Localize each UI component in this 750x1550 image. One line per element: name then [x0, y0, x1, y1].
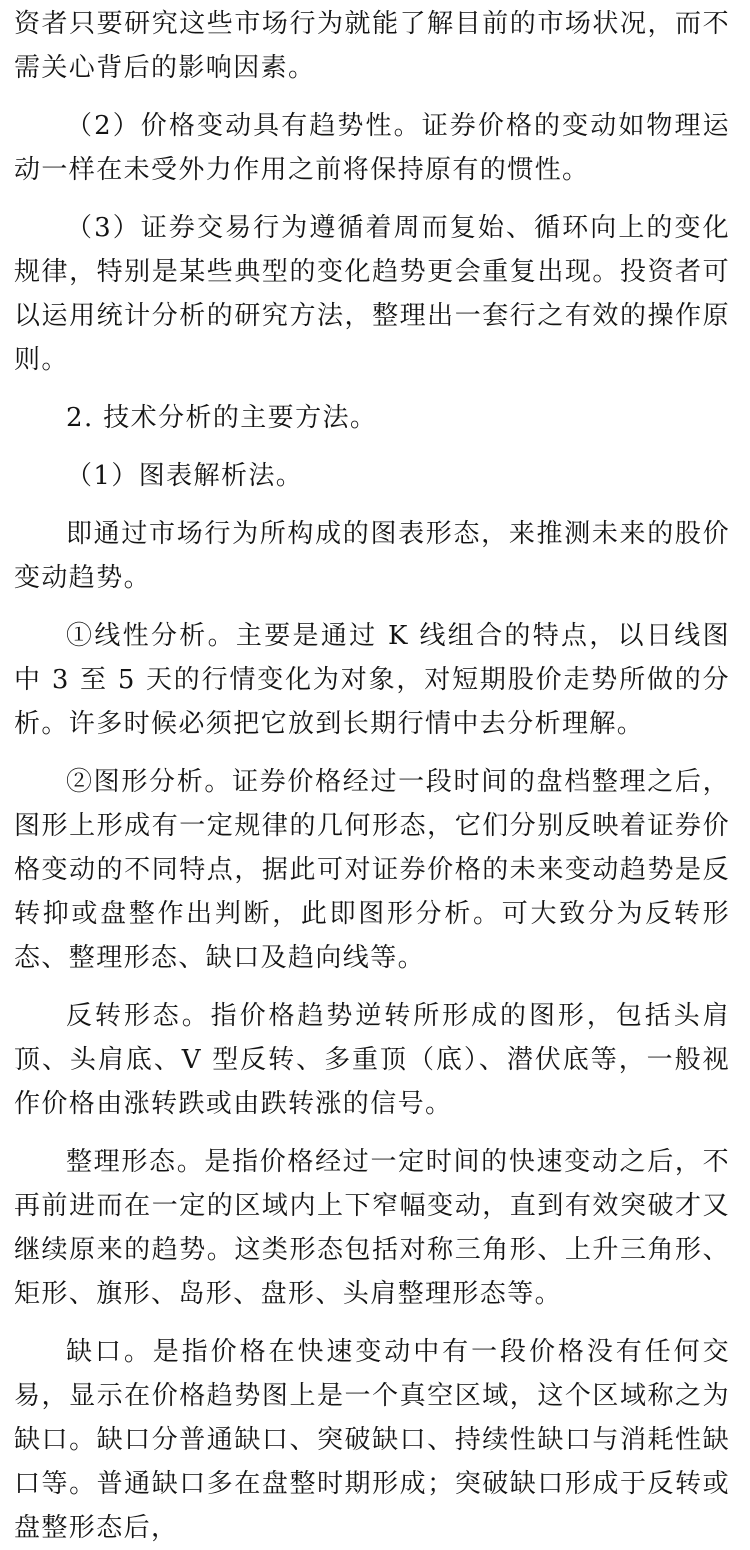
subheading-chart-analysis: （1）图表解析法。 — [66, 461, 304, 491]
paragraph-cyclical-pattern: （3）证券交易行为遵循着周而复始、循环向上的变化规律，特别是某些典型的变化趋势更会重复出现。投资者可以运用统计分析的研究方法，整理出一套行之有效的操作原则。 — [14, 213, 730, 375]
paragraph-gaps: 缺口。是指价格在快速变动中有一段价格没有任何交易，显示在价格趋势图上是一个真空区域，这个区域称之为缺口。缺口分普通缺口、突破缺口、持续性缺口与消耗性缺口等。普通缺口多在盘整时期形成；突破缺口形成于反转或盘整形态后， — [14, 1337, 730, 1543]
paragraph-pattern-analysis: ②图形分析。证券价格经过一段时间的盘档整理之后，图形上形成有一定规律的几何形态，它们分别反映着证券价格变动的不同特点，据此可对证券价格的未来变动趋势是反转抑或盘整作出判断，此即图形分析。可大致分为反转形态、整理形态、缺口及趋向线等。 — [14, 767, 730, 973]
paragraph-price-trend: （2）价格变动具有趋势性。证券价格的变动如物理运动一样在未受外力作用之前将保持原有的惯性。 — [14, 111, 730, 185]
paragraph-consolidation-patterns: 整理形态。是指价格经过一定时间的快速变动之后，不再前进而在一定的区域内上下窄幅变动，直到有效突破才又继续原来的趋势。这类形态包括对称三角形、上升三角形、矩形、旗形、岛形、盘形、头肩整理形态等。 — [14, 1147, 730, 1309]
paragraph-continued: 资者只要研究这些市场行为就能了解目前的市场状况，而不需关心背后的影响因素。 — [14, 9, 730, 83]
section-heading-main-methods: 2. 技术分析的主要方法。 — [66, 403, 378, 433]
paragraph-chart-definition: 即通过市场行为所构成的图表形态，来推测未来的股价变动趋势。 — [14, 519, 730, 593]
paragraph-reversal-patterns: 反转形态。指价格趋势逆转所形成的图形，包括头肩顶、头肩底、V 型反转、多重顶（底）、潜伏底等，一般视作价格由涨转跌或由跌转涨的信号。 — [14, 1001, 730, 1119]
paragraph-linear-analysis: ①线性分析。主要是通过 K 线组合的特点，以日线图中 3 至 5 天的行情变化为对象，对短期股价走势所做的分析。许多时候必须把它放到长期行情中去分析理解。 — [14, 621, 730, 739]
